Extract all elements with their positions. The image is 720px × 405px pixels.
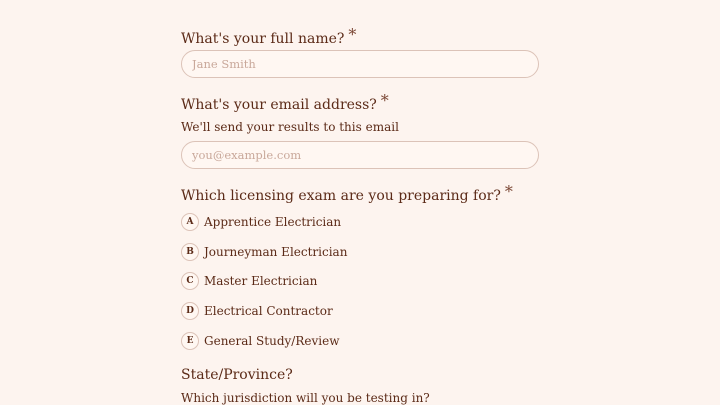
option-journeyman-electrician[interactable]: [181, 242, 347, 262]
option-master-electrician[interactable]: [181, 271, 317, 291]
email-question-text: What's your email address?: [181, 97, 377, 113]
option-key-c: C: [181, 272, 199, 290]
required-mark: *: [348, 25, 357, 44]
option-label: Journeyman Electrician: [204, 245, 348, 259]
option-key-d: D: [181, 302, 199, 320]
email-input[interactable]: [181, 141, 539, 169]
exam-question-text: Which licensing exam are you preparing for?: [181, 188, 501, 204]
option-apprentice-electrician[interactable]: [181, 212, 341, 232]
state-question-title: State/Province?: [181, 367, 293, 383]
state-question-subtitle: Which jurisdiction will you be testing in?: [181, 391, 430, 405]
exam-question-title: [181, 182, 513, 204]
option-electrical-contractor[interactable]: [181, 301, 333, 321]
option-general-study-review[interactable]: [181, 331, 339, 351]
name-question-title: [181, 25, 357, 47]
option-key-e: E: [181, 332, 199, 350]
required-mark: *: [504, 182, 513, 201]
option-key-b: B: [181, 243, 199, 261]
option-label: Master Electrician: [204, 274, 318, 288]
option-label: General Study/Review: [204, 334, 340, 348]
email-question-subtitle: We'll send your results to this email: [181, 120, 399, 134]
email-question-title: [181, 91, 389, 113]
full-name-input[interactable]: [181, 50, 539, 78]
name-question-text: What's your full name?: [181, 31, 345, 47]
option-label: Electrical Contractor: [204, 304, 333, 318]
required-mark: *: [380, 91, 389, 110]
option-label: Apprentice Electrician: [204, 215, 342, 229]
option-key-a: A: [181, 213, 199, 231]
